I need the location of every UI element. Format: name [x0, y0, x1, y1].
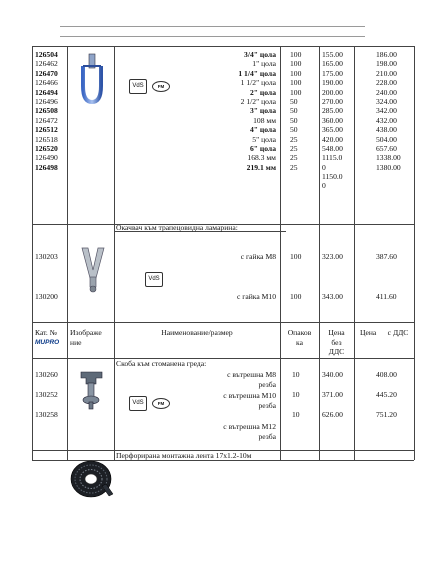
table-border	[32, 322, 414, 323]
header-price	[319, 328, 354, 357]
product-name: с вътрешна М10	[223, 390, 276, 400]
catalog-number: 126504	[35, 50, 58, 59]
section1-codes	[35, 50, 58, 172]
price: 285.00	[322, 106, 343, 116]
price: 343.00	[322, 292, 343, 301]
section1-prices	[322, 50, 343, 191]
table-border	[414, 46, 415, 460]
price-vat: 210.00	[376, 68, 397, 78]
catalog-number: 126490	[35, 153, 58, 163]
price-vat: 504.00	[376, 134, 397, 144]
size-label: 6" цола	[249, 143, 276, 153]
product-name: резба	[258, 380, 276, 390]
clevis-hanger-image	[78, 52, 106, 106]
section1-sizes	[190, 50, 276, 172]
price-vat: 1338.00	[376, 153, 401, 163]
header-price-label: ДДС	[328, 347, 345, 357]
header-catalog-label: Кат. №	[35, 328, 57, 337]
catalog-number: 126470	[35, 68, 58, 78]
size-label: 219.1 мм	[246, 162, 276, 172]
header-pack-label: ка	[296, 337, 303, 347]
header-line	[60, 36, 365, 37]
header-pack	[280, 328, 319, 347]
pack-qty: 100	[290, 292, 302, 301]
price-vat: 387.60	[376, 252, 397, 261]
header-pack-label: Опаков	[287, 328, 312, 337]
header-image-label: ние	[70, 337, 82, 347]
price-vat: 432.00	[376, 115, 397, 125]
size-label: 1" цола	[252, 59, 276, 69]
product-name: с вътрешна М8	[227, 370, 276, 379]
pack-qty: 100	[290, 50, 302, 59]
section-title: Скоба към стоманена греда:	[116, 359, 207, 368]
price-vat: 438.00	[376, 125, 397, 135]
size-label: 1 1/4" цола	[238, 68, 276, 78]
catalog-number: 130203	[35, 252, 58, 261]
header-price-label: Цена	[328, 328, 345, 337]
price-vat: 1380.00	[376, 162, 401, 172]
pack-qty: 10	[292, 370, 300, 379]
section-title: Перфорирана монтажна лента 17х1.2-10м	[116, 451, 252, 460]
price: 190.00	[322, 78, 343, 88]
pack-qty: 10	[292, 390, 300, 399]
price: 155.00	[322, 50, 343, 59]
pack-qty: 25	[290, 134, 298, 144]
pack-qty: 100	[290, 87, 302, 97]
table-border	[114, 46, 115, 460]
price-vat: 411.60	[376, 292, 397, 301]
price-vat: 186.00	[376, 50, 397, 59]
product-name: с гайка М8	[240, 252, 276, 261]
fm-approval-icon: FM	[152, 81, 170, 92]
product-name: с гайка М10	[236, 292, 276, 301]
section3-names	[200, 370, 276, 441]
size-label: 2" цола	[249, 87, 276, 97]
pack-qty: 50	[290, 96, 298, 106]
size-label: 5" цола	[252, 134, 276, 144]
price: 626.00	[322, 410, 343, 419]
catalog-number: 126498	[35, 162, 58, 172]
price-vat: 657.60	[376, 143, 397, 153]
catalog-number: 126518	[35, 134, 58, 144]
pack-qty: 25	[290, 162, 298, 172]
pack-qty: 50	[290, 106, 298, 116]
price: 1115.0	[322, 153, 343, 163]
price-vat: 240.00	[376, 87, 397, 97]
table-border	[354, 46, 355, 460]
price: 548.00	[322, 143, 343, 153]
header-price-vat: Цена с ДДС	[360, 328, 409, 337]
fm-approval-icon: FM	[152, 398, 170, 409]
size-label: 4" цола	[249, 125, 276, 135]
header-catalog	[35, 328, 59, 347]
price: 360.00	[322, 115, 343, 125]
pack-qty: 50	[290, 125, 298, 135]
catalog-number: 126462	[35, 59, 58, 69]
catalog-number: 126496	[35, 96, 58, 106]
size-label: 3" цола	[249, 106, 276, 116]
catalog-number: 126472	[35, 115, 58, 125]
pack-qty: 25	[290, 143, 298, 153]
catalog-number: 130252	[35, 390, 58, 399]
price-vat: 228.00	[376, 78, 397, 88]
pack-qty: 100	[290, 59, 302, 69]
perforated-tape-image	[68, 458, 114, 500]
vds-approval-icon: VdS	[145, 272, 163, 287]
price: 323.00	[322, 252, 343, 261]
price-vat: 445.20	[376, 390, 397, 399]
header-name: Наименование/размер	[161, 328, 233, 337]
size-label: 2 1/2" цола	[240, 96, 276, 106]
table-border	[67, 46, 68, 460]
price: 0	[322, 162, 326, 172]
section1-packs	[290, 50, 301, 172]
price: 1150.0	[322, 172, 343, 182]
size-label: 1 1/2" цола	[240, 78, 276, 88]
size-label: 168.3 мм	[247, 153, 276, 163]
price: 0	[322, 181, 326, 191]
price-vat: 342.00	[376, 106, 397, 116]
table-border	[32, 46, 33, 460]
pack-qty: 25	[290, 153, 298, 163]
price: 365.00	[322, 125, 343, 135]
pack-qty: 100	[290, 252, 302, 261]
product-name: резба	[258, 431, 276, 441]
pack-qty: 100	[290, 68, 302, 78]
table-border	[32, 358, 414, 359]
pack-qty: 50	[290, 115, 298, 125]
pack-qty: 100	[290, 78, 302, 88]
vds-approval-icon: VdS	[129, 396, 147, 411]
table-border	[280, 46, 281, 460]
pack-qty: 10	[292, 410, 300, 419]
header-image	[70, 328, 102, 347]
mupro-logo: MUPRO	[35, 338, 60, 346]
header-image-label: Изображе	[70, 328, 102, 337]
section1-prices-vat	[376, 50, 401, 172]
section-title: Окачвач към трапецовидна ламарина:	[116, 223, 238, 232]
price-vat: 751.20	[376, 410, 397, 419]
size-label: 3/4" цола	[244, 50, 276, 59]
table-border	[32, 46, 414, 47]
catalog-number: 126466	[35, 78, 58, 88]
table-border	[319, 46, 320, 460]
beam-clamp-image	[78, 364, 108, 410]
price: 175.00	[322, 68, 343, 78]
price: 165.00	[322, 59, 343, 69]
catalog-number: 126512	[35, 125, 58, 135]
price: 420.00	[322, 134, 343, 144]
price: 340.00	[322, 370, 343, 379]
trapezoid-hanger-image	[78, 244, 108, 294]
catalog-number: 126520	[35, 143, 58, 153]
price: 270.00	[322, 96, 343, 106]
product-name: с вътрешна М12	[223, 421, 276, 431]
header-price-label: без	[331, 337, 342, 347]
price-vat: 198.00	[376, 59, 397, 69]
catalog-number: 130200	[35, 292, 58, 301]
vds-approval-icon: VdS	[129, 79, 147, 94]
catalog-number: 126508	[35, 106, 58, 116]
header-line	[60, 26, 365, 27]
price: 200.00	[322, 87, 343, 97]
catalog-number: 130258	[35, 410, 58, 419]
size-label: 108 мм	[253, 115, 276, 125]
catalog-number: 130260	[35, 370, 58, 379]
catalog-number: 126494	[35, 87, 58, 97]
price: 371.00	[322, 390, 343, 399]
price-vat: 324.00	[376, 96, 397, 106]
price-vat: 408.00	[376, 370, 397, 379]
product-name: резба	[258, 401, 276, 411]
